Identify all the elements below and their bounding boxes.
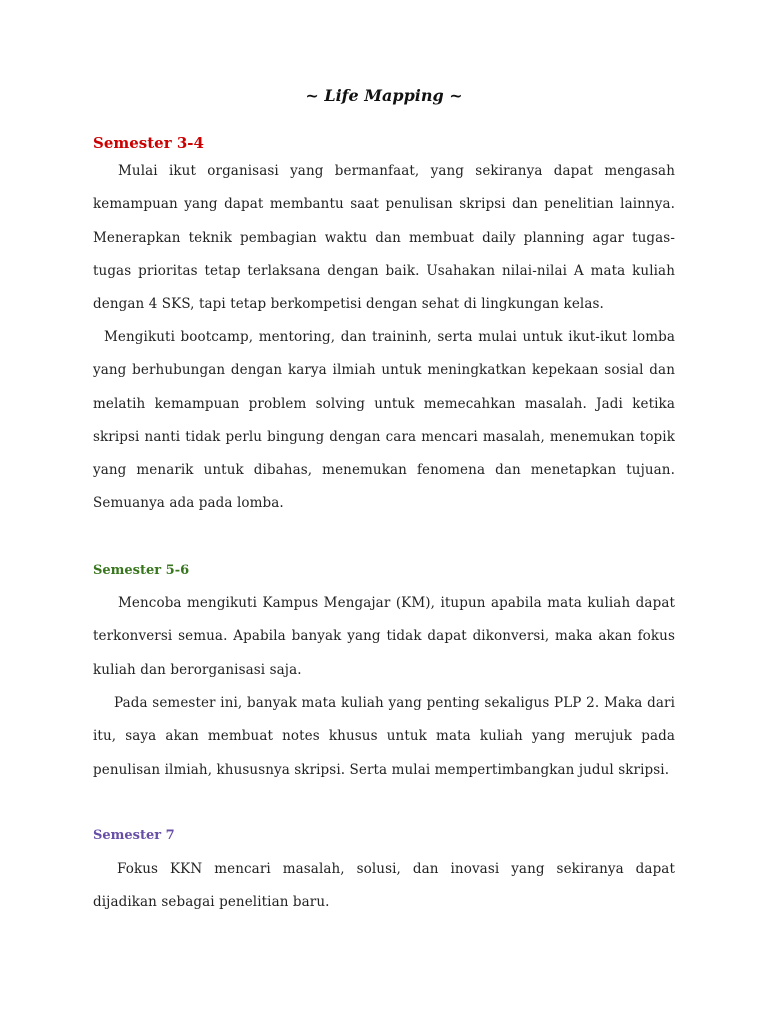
section-heading-semester-5-6: Semester 5-6 bbox=[93, 563, 190, 578]
section-2-paragraph-2: Pada semester ini, banyak mata kuliah yang penting sekaligus PLP 2. Maka dari itu, saya akan membuat notes khusus untuk mata kuliah yang merujuk pada penulisan ilmiah, khususnya skripsi. Serta mulai mempertimbangkan judul skripsi. bbox=[93, 695, 675, 778]
document-title: ~ Life Mapping ~ bbox=[305, 86, 463, 105]
section-heading-semester-3-4: Semester 3-4 bbox=[93, 134, 204, 152]
section-3-paragraph-1: Fokus KKN mencari masalah, solusi, dan inovasi yang sekiranya dapat dijadikan sebagai penelitian baru. bbox=[93, 861, 675, 911]
section-2-paragraph-1: Mencoba mengikuti Kampus Mengajar (KM), itupun apabila mata kuliah dapat terkonversi semua. Apabila banyak yang tidak dapat dikonversi, maka akan fokus kuliah dan berorganisasi saja. bbox=[93, 595, 675, 678]
section-1-paragraph-2: Mengikuti bootcamp, mentoring, dan traininh, serta mulai untuk ikut-ikut lomba yang berhubungan dengan karya ilmiah untuk meningkatkan kepekaan sosial dan melatih kemampuan problem solving untuk memecahkan masalah. Jadi ketika skripsi nanti tidak perlu bingung dengan cara mencari masalah, menemukan topik yang menarik untuk dibahas, menemukan fenomena dan menetapkan tujuan. Semuanya ada pada lomba. bbox=[93, 329, 675, 512]
section-1-paragraph-1: Mulai ikut organisasi yang bermanfaat, yang sekiranya dapat mengasah kemampuan yang dapat membantu saat penulisan skripsi dan penelitian lainnya. Menerapkan teknik pembagian waktu dan membuat daily planning agar tugas-tugas prioritas tetap terlaksana dengan baik. Usahakan nilai-nilai A mata kuliah dengan 4 SKS, tapi tetap berkompetisi dengan sehat di lingkungan kelas. bbox=[93, 163, 675, 313]
document-page bbox=[93, 0, 675, 1024]
section-heading-semester-7: Semester 7 bbox=[93, 828, 175, 843]
